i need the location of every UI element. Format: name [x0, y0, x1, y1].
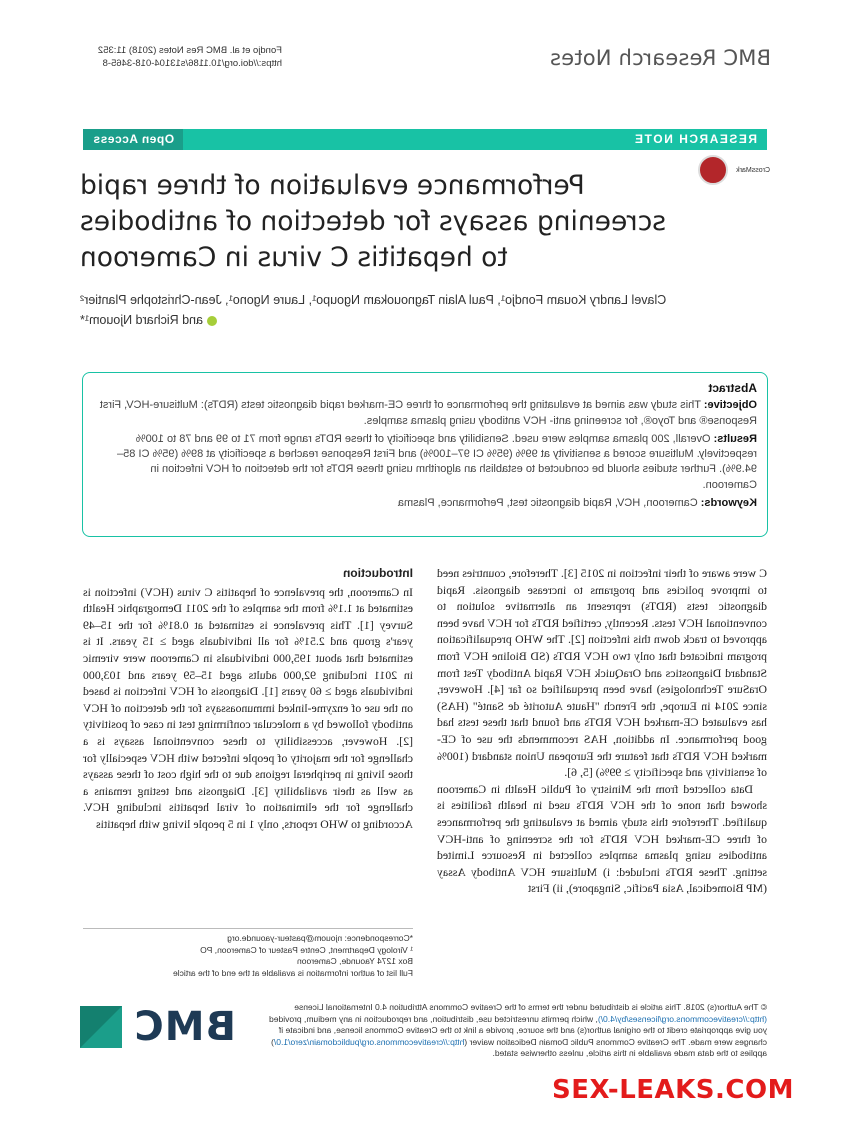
watermark-text: SEX-LEAKS.COM: [552, 1075, 794, 1105]
abstract-heading: Abstract: [708, 381, 757, 395]
license-link[interactable]: (http://creativecommons.org/licenses/by/4.0/): [597, 1013, 767, 1024]
article-type-label: RESEARCH NOTE: [633, 132, 757, 146]
abstract-box: [82, 372, 768, 537]
doi-link[interactable]: https://doi.org/10.1186/s13104-018-3465-8: [102, 58, 282, 69]
crossmark-icon: [698, 155, 728, 185]
license-statement: © The Author(s) 2018. This article is distributed under the terms of the Creative Commons Attribution 4.0 International License (http://creativecommons.org/licenses/by/4.0/), which permits unrestricted use, distribution, and reproduction in any medium, provided you give appropriate credit to the original author(s) and the source, provide a link to the Creative Commons license, and indicate if changes were made. The Creative Commons Public Domain Dedication waiver (http://creativecommons.org/publicdomain/zero/1.0/) applies to the data made available in this article, unless otherwise stated.: [269, 1002, 767, 1058]
crossmark-badge[interactable]: [696, 155, 770, 187]
citation-header: [98, 44, 282, 70]
body-paragraph: C were aware of their infection in 2015 [3]. Therefore, countries need to improve policies and programs to increase diagnosis. Rapid diagnostic tests (RDTs) represent an alternative solution to conventional HCV tests. Recently, certified RDTs for HCV have been approved to track down this infection [2]. The WHO prequalification program indicated that only two HCV RDTs (SD Bioline HCV from Standard Diagnostics and OraQuick HCV Rapid Antibody Test from OraSure Technologies) have been prequalified so far [4]. However, since 2014 in Europe, the French "Haute Autorité de Santé" (HAS) has evaluated CE-marked HCV RDTs and found that these tests had good performance. In addition, HAS recommends the use of CE-marked HCV RDTs that feature the European Union standard (100% of sensitivity and specificity ≥ 99%) [5, 6].: [437, 566, 767, 780]
correspondence-email[interactable]: *Correspondence: njouom@pasteur-yaounde.org: [227, 933, 413, 943]
body-column-first: [83, 565, 413, 833]
section-heading: Introduction: [343, 566, 413, 580]
footnotes: [83, 928, 413, 979]
abstract-objective: Objective: This study was aimed at evaluating the performance of three CE-marked rapid diagnostic tests (RDTs): Multisure-HCV, First Response® and Toyo®, for screening anti- HCV antibody using plasma samples.: [99, 399, 757, 427]
affiliation: ¹ Virology Department, Centre Pasteur of Cameroon, PO: [200, 944, 413, 955]
bmc-square-icon: [80, 1006, 122, 1048]
body-paragraph: In Cameroon, the prevalence of hepatitis C virus (HCV) infection is estimated at 1.1% from the samples of the 2011 Demographic Health Survey [1]. This prevalence is estimated at 0.81% for the 15–49 year's group and 2.51% for all individuals aged ≥ 15 years. It is estimated that about 195,000 individuals in Cameroon were viremic in 2011 including 92,000 adults aged 15–59 years and 103,000 individuals aged ≥ 60 years [1]. Diagnosis of HCV infection is based on the use of enzyme-linked immunoassays for the detection of HCV antibody followed by a molecular confirming test in case of positivity [2]. However, accessibility to these conventional assays is a challenge for the majority of people infected with HCV especially for those living in peripheral regions due to the high cost of these assays as well as their availability [3]. Diagnosis and testing remains a challenge for the elimination of viral hepatitis including HCV. According to WHO reports, only 1 in 5 people living with hepatitis: [83, 584, 413, 831]
abstract-keywords: Keywords: Cameroon, HCV, Rapid diagnostic test, Performance, Plasma: [397, 497, 757, 510]
article-title: Performance evaluation of three rapid screening assays for detection of antibodies to hepatitis C virus in Cameroon: [80, 170, 667, 273]
citation-line: Fondjo et al. BMC Res Notes (2018) 11:352: [97, 45, 282, 56]
author-list: [80, 290, 730, 330]
article-banner: [83, 129, 767, 150]
body-paragraph: Data collected from the Ministry of Public Health in Cameroon showed that none of the HCV RDTs used in health facilities is qualified. Therefore this study aimed at evaluating the performances of three CE-marked HCV RDTs for the screening of anti-HCV antibodies using plasma samples collected in Resource Limited setting. These RDTs included: i) Multisure HCV Antibody Assay (MP Biomedical, Asia Pacific, Singapore), ii) First: [437, 781, 767, 896]
author-line: and Richard Njouom¹*: [80, 310, 730, 330]
author-line: Clavel Landry Kouam Fondjo¹, Paul Alain Tagnouokam Ngoupo¹, Laure Ngono¹, Jean-Christophe Plantier²: [80, 293, 667, 307]
affiliation: Box 1274 Yaounde, Cameroon: [297, 956, 413, 966]
abstract-results: Results: Overall, 200 plasma samples were used. Sensibility and specificity of these RDTs range from 71 to 99 and 78 to 100% respectively. Multisure scored a sensitivity at 99% (95% CI 97–100%) and First Response reached a specificity at 89% (95% CI 85–94.9%). Further studies should be conducted to establish an algorithm using these RDTs for the detection of HCV infection in Cameroon.: [117, 432, 757, 491]
body-column-second: [437, 565, 767, 897]
orcid-icon[interactable]: [207, 316, 217, 326]
crossmark-label: CrossMark: [736, 167, 770, 174]
bmc-logo: [80, 1006, 236, 1048]
open-access-label: Open Access: [93, 132, 175, 146]
public-domain-link[interactable]: http://creativecommons.org/publicdomain/zero/1.0/: [273, 1036, 465, 1047]
journal-name: BMC Research Notes: [549, 46, 771, 70]
affiliation-note: Full list of author information is available at the end of the article: [172, 967, 413, 978]
bmc-logo-text: BMC: [133, 1004, 236, 1050]
